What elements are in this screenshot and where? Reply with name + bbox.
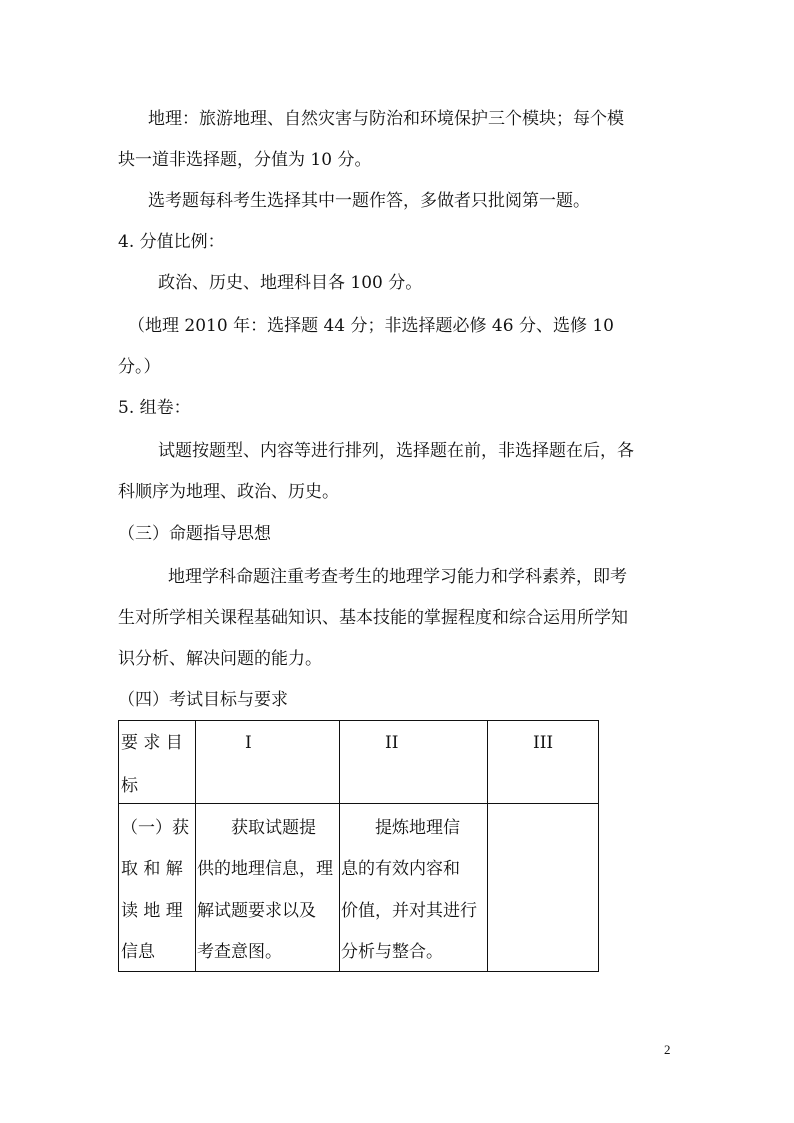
table-row1-objective-line2: 取 和 解 (121, 859, 183, 879)
page-number: 2 (664, 1042, 671, 1057)
table-header-level-3: III (533, 733, 554, 753)
paragraph-text: 地理：旅游地理、自然灾害与防治和环境保护三个模块；每个模 (148, 109, 624, 129)
paragraph-geography-2010-line2: 分。） (118, 357, 161, 377)
paragraph-geography-modules-line1 (148, 107, 672, 131)
table-row1-level1-line3: 解试题要求以及 (197, 901, 316, 921)
objectives-table (118, 720, 599, 972)
table-column-divider (339, 721, 340, 971)
table-row1-level2-line3: 价值，并对其进行 (341, 901, 477, 921)
table-row1-level1-line1: 获取试题提 (231, 818, 316, 838)
table-row1-objective-line1: （一）获 (121, 818, 189, 838)
paragraph-guiding-ideas-line2: 生对所学相关课程基础知识、基本技能的掌握程度和综合运用所学知 (118, 608, 628, 628)
paragraph-guiding-ideas-line1: 地理学科命题注重考查考生的地理学习能力和学科素养，即考 (168, 567, 627, 587)
paragraph-guiding-ideas-line3: 识分析、解决问题的能力。 (118, 649, 322, 669)
heading-exam-objectives: （四）考试目标与要求 (118, 690, 288, 710)
table-row-divider (119, 803, 598, 804)
table-row1-level1-line4: 考查意图。 (197, 942, 282, 962)
table-column-divider (195, 721, 196, 971)
paragraph-geography-2010-line1: （地理 2010 年：选择题 44 分；非选择题必修 46 分、选修 10 (128, 316, 614, 336)
paragraph-elective-rule: 选考题每科考生选择其中一题作答，多做者只批阅第一题。 (148, 191, 590, 211)
table-row1-objective-line4: 信息 (121, 942, 155, 962)
table-row1-level2-line1: 提炼地理信 (375, 818, 460, 838)
heading-guiding-ideas: （三）命题指导思想 (118, 524, 271, 544)
table-row1-level2-line4: 分析与整合。 (341, 942, 443, 962)
paragraph-paper-assembly-line1: 试题按题型、内容等进行排列，选择题在前，非选择题在后，各 (158, 441, 634, 461)
table-header-level-2: II (385, 733, 399, 753)
table-column-divider (487, 721, 488, 971)
table-header-objective-line2: 标 (121, 776, 138, 796)
paragraph-score-each-subject: 政治、历史、地理科目各 100 分。 (158, 273, 423, 293)
table-header-objective-line1: 要 求 目 (121, 733, 183, 753)
heading-paper-assembly: 5. 组卷： (118, 398, 191, 418)
paragraph-paper-assembly-line2: 科顺序为地理、政治、历史。 (118, 482, 339, 502)
table-row1-objective-line3: 读 地 理 (121, 901, 183, 921)
table-row1-level2-line2: 息的有效内容和 (341, 859, 460, 879)
table-row1-level1-line2: 供的地理信息，理 (197, 859, 333, 879)
paragraph-geography-modules-line2: 块一道非选择题，分值为 10 分。 (118, 150, 372, 170)
heading-score-ratio: 4. 分值比例： (118, 232, 225, 252)
table-header-level-1: I (245, 733, 252, 753)
